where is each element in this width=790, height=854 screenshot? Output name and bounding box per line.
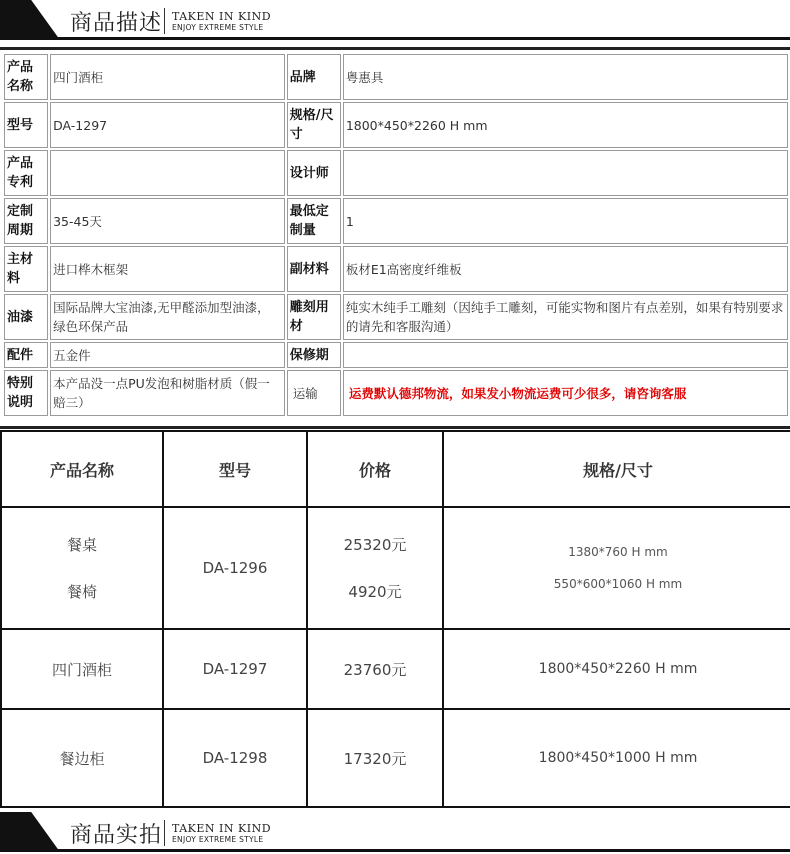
size: 1380*760 H mm — [568, 545, 668, 559]
model-cell: DA-1298 — [163, 709, 307, 807]
spec-row — [4, 150, 788, 196]
spec-table — [2, 52, 790, 418]
spec-label: 产品名称 — [4, 54, 48, 100]
banner-wedge — [0, 812, 60, 852]
price: 4920元 — [348, 583, 402, 601]
spec-label: 主材料 — [4, 246, 48, 292]
spec-value: 本产品没一点PU发泡和树脂材质（假一赔三） — [50, 370, 285, 416]
spec-value: 35-45天 — [50, 198, 285, 244]
section-banner-photos — [0, 812, 790, 852]
spec-value — [343, 342, 788, 368]
spec-value: 纯实木纯手工雕刻（因纯手工雕刻，可能实物和图片有点差别，如果有特别要求的请先和客服沟通） — [343, 294, 788, 340]
banner-tagline: TAKEN IN KIND — [172, 822, 272, 835]
spec-value: 进口桦木框架 — [50, 246, 285, 292]
spec-label: 定制周期 — [4, 198, 48, 244]
spec-value — [343, 150, 788, 196]
header-price: 价格 — [307, 431, 443, 507]
header-product-name: 产品名称 — [1, 431, 163, 507]
banner-wedge — [0, 0, 60, 40]
banner-tagline: TAKEN IN KIND — [172, 10, 272, 23]
spec-value: DA-1297 — [50, 102, 285, 148]
spec-label: 最低定制量 — [287, 198, 341, 244]
spec-table-bottom-border — [0, 426, 790, 429]
size-cell — [443, 507, 790, 629]
spec-value: 1 — [343, 198, 788, 244]
spec-value: 四门酒柜 — [50, 54, 285, 100]
header-size: 规格/尺寸 — [443, 431, 790, 507]
spec-label: 特别说明 — [4, 370, 48, 416]
section-banner-description — [0, 0, 790, 40]
shipping-note: 运费默认德邦物流，如果发小物流运费可少很多，请咨询客服 — [343, 370, 788, 416]
banner-divider — [164, 8, 165, 34]
banner-rule — [0, 37, 790, 40]
spec-label: 副材料 — [287, 246, 341, 292]
spec-label: 品牌 — [287, 54, 341, 100]
spec-label: 规格/尺寸 — [287, 102, 341, 148]
price-cell — [307, 507, 443, 629]
spec-row — [4, 246, 788, 292]
size: 550*600*1060 H mm — [553, 577, 683, 591]
price-row — [1, 507, 790, 629]
price-cell: 23760元 — [307, 629, 443, 709]
banner-title: 商品描述 — [70, 11, 163, 36]
spec-row — [4, 102, 788, 148]
spec-value: 粤惠具 — [343, 54, 788, 100]
spec-row — [4, 294, 788, 340]
banner-subtagline: ENJOY EXTREME STYLE — [172, 23, 264, 32]
spec-row — [4, 198, 788, 244]
banner-subtagline: ENJOY EXTREME STYLE — [172, 835, 264, 844]
price-row — [1, 629, 790, 709]
price-table — [0, 430, 790, 808]
spec-value: 国际品牌大宝油漆,无甲醛添加型油漆，绿色环保产品 — [50, 294, 285, 340]
spec-label: 产品专利 — [4, 150, 48, 196]
price-header-row — [1, 431, 790, 507]
product-name: 餐桌 — [66, 536, 97, 554]
spec-label: 运输 — [287, 370, 341, 416]
model-cell: DA-1296 — [163, 507, 307, 629]
header-model: 型号 — [163, 431, 307, 507]
banner-title: 商品实拍 — [70, 823, 163, 848]
spec-label: 油漆 — [4, 294, 48, 340]
spec-value — [50, 150, 285, 196]
product-name: 餐边柜 — [1, 709, 163, 807]
spec-row — [4, 54, 788, 100]
product-name: 餐椅 — [66, 583, 97, 601]
banner-divider — [164, 820, 165, 846]
model-cell: DA-1297 — [163, 629, 307, 709]
product-name-cell — [1, 507, 163, 629]
size-cell: 1800*450*2260 H mm — [443, 629, 790, 709]
spec-row — [4, 342, 788, 368]
spec-label: 雕刻用材 — [287, 294, 341, 340]
spec-row — [4, 370, 788, 416]
spec-label: 设计师 — [287, 150, 341, 196]
spec-label: 保修期 — [287, 342, 341, 368]
price-row — [1, 709, 790, 807]
price-cell: 17320元 — [307, 709, 443, 807]
spec-value: 板材E1高密度纤维板 — [343, 246, 788, 292]
banner-rule — [0, 849, 790, 852]
spec-value: 五金件 — [50, 342, 285, 368]
product-name: 四门酒柜 — [1, 629, 163, 709]
spec-table-top-border — [0, 47, 790, 50]
price: 25320元 — [343, 536, 407, 554]
spec-label: 配件 — [4, 342, 48, 368]
size-cell: 1800*450*1000 H mm — [443, 709, 790, 807]
spec-value: 1800*450*2260 H mm — [343, 102, 788, 148]
spec-label: 型号 — [4, 102, 48, 148]
